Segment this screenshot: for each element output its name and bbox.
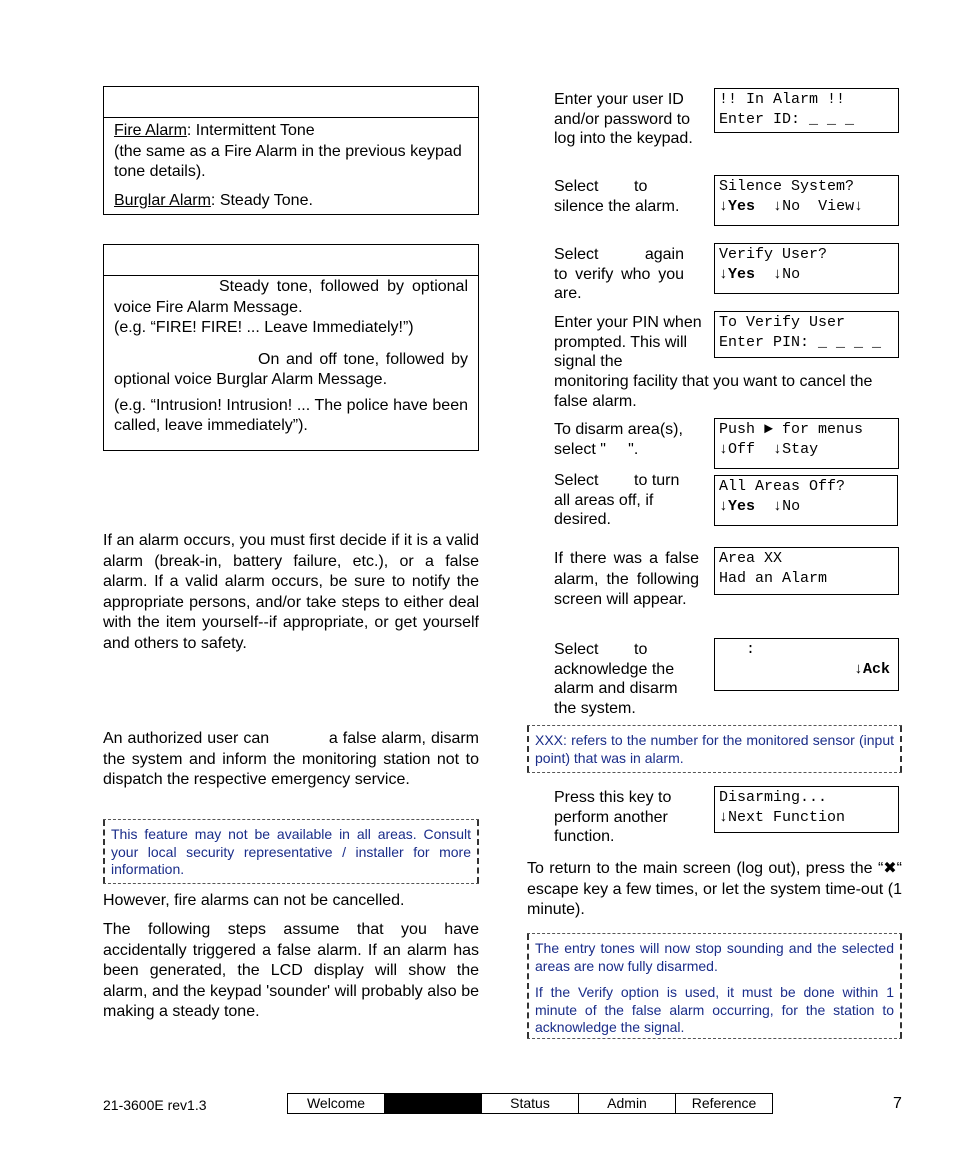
arrow-down-icon: ↓: [773, 266, 783, 283]
arrow-down-icon: ↓: [853, 661, 863, 678]
burglar-alarm-label: Burglar Alarm: [114, 191, 211, 209]
page-number: 7: [893, 1095, 902, 1112]
lcd-verify-user: Verify User? ↓Yes ↓No: [714, 243, 899, 294]
availability-note: This feature may not be available in all areas. Consult your local security representative / installer for more information.: [103, 819, 479, 884]
voice-burglar-text: On and off tone, followed by optional voice Burglar Alarm Message.: [114, 350, 468, 388]
lcd-all-areas-off: All Areas Off? ↓Yes ↓No: [714, 475, 898, 526]
arrow-down-icon: ↓: [773, 198, 783, 215]
arrow-down-icon: ↓: [719, 441, 729, 458]
tab-status[interactable]: Status: [481, 1093, 579, 1114]
voice-alarm-box-heading: [104, 245, 478, 276]
footer-navigation: [287, 1093, 773, 1114]
cancel-alarm-paragraph: An authorized user can a false alarm, disarm the system and inform the monitoring station not to dispatch the respective emergency service.: [103, 730, 484, 788]
step-login: Enter your user ID and/or password to log into the keypad.: [554, 91, 693, 147]
fire-alarm-detail: (the same as a Fire Alarm in the previous keypad tone details).: [114, 142, 462, 180]
logout-instructions: To return to the main screen (log out), press the “✖“ escape key a few times, or let the system time-out (1 minute).: [527, 860, 902, 918]
tab-admin[interactable]: Admin: [578, 1093, 676, 1114]
step-disarm-area: To disarm area(s), select " ".: [554, 421, 688, 458]
entry-tones-note: The entry tones will now stop sounding and the selected areas are now fully disarmed. If the Verify option is used, it must be done within 1 minute of the false alarm occurring, for the station to acknowledge the signal.: [527, 933, 902, 1039]
alarm-intro-paragraph: If an alarm occurs, you must first decide if it is a valid alarm (break-in, battery failure, etc.), or a false alarm. If a valid alarm occurs, be sure to notify the appropriate persons, and/or take steps to either deal with the item yourself--if appropriate, or get yourself and others to safety.: [103, 532, 479, 652]
sensor-number-note: XXX: refers to the number for the monitored sensor (input point) that was in alarm.: [527, 725, 902, 773]
voice-fire-text: Steady tone, followed by optional voice Fire Alarm Message.: [114, 278, 468, 316]
lcd-push-for-menus: Push ► for menus ↓Off ↓Stay: [714, 418, 899, 469]
alarm-tone-box: [103, 86, 479, 215]
lcd-area-had-alarm: Area XX Had an Alarm: [714, 547, 899, 595]
document-id: 21-3600E rev1.3: [103, 1097, 207, 1113]
step-silence: Select to silence the alarm.: [554, 178, 680, 215]
step-enter-pin-continued: monitoring facility that you want to cancel the false alarm.: [554, 373, 873, 410]
arrow-down-icon: ↓: [773, 441, 783, 458]
voice-burglar-example: (e.g. “Intrusion! Intrusion! ... The police have been called, leave immediately”).: [114, 396, 468, 434]
burglar-alarm-tone: : Steady Tone.: [210, 191, 313, 209]
arrow-down-icon: ↓: [773, 498, 783, 515]
lcd-verify-pin: To Verify User Enter PIN: _ _ _ _: [714, 311, 899, 358]
tab-current-section[interactable]: [384, 1093, 482, 1114]
fire-alarm-tone: : Intermittent Tone: [186, 122, 315, 139]
step-all-areas-off: Select to turn all areas off, if desired.: [554, 472, 684, 528]
fire-alarm-cancel-note: However, fire alarms can not be cancelled.: [103, 892, 405, 909]
lcd-in-alarm: !! In Alarm !! Enter ID: _ _ _: [714, 88, 899, 133]
step-acknowledge: Select to acknowledge the alarm and disarm the system.: [554, 641, 683, 717]
step-next-function: Press this key to perform another function.: [554, 789, 672, 845]
lcd-acknowledge: : ↓Ack: [714, 638, 899, 691]
step-verify: Select again to verify who you are.: [554, 246, 689, 302]
arrow-down-icon: ↓: [719, 266, 729, 283]
lcd-disarming: Disarming... ↓Next Function: [714, 786, 899, 833]
lcd-silence-system: Silence System? ↓Yes ↓No View↓: [714, 175, 899, 226]
step-false-alarm-screen: If there was a false alarm, the following screen will appear.: [554, 550, 699, 608]
tab-reference[interactable]: Reference: [675, 1093, 773, 1114]
voice-fire-example: (e.g. “FIRE! FIRE! ... Leave Immediately!”): [114, 319, 414, 336]
tab-welcome[interactable]: Welcome: [287, 1093, 385, 1114]
fire-alarm-label: Fire Alarm: [114, 122, 187, 139]
arrow-down-icon: ↓: [854, 198, 864, 215]
alarm-tone-box-heading: [104, 87, 478, 118]
arrow-down-icon: ↓: [719, 198, 729, 215]
steps-assumption-paragraph: The following steps assume that you have accidentally triggered a false alarm. If an alarm has been generated, the LCD display will show the alarm, and the keypad 'sounder' will probably also be making a steady tone.: [103, 921, 479, 1020]
arrow-down-icon: ↓: [719, 498, 729, 515]
voice-alarm-box: [103, 244, 479, 451]
arrow-down-icon: ↓: [719, 809, 729, 826]
step-enter-pin: Enter your PIN when prompted. This will signal the: [554, 314, 702, 370]
